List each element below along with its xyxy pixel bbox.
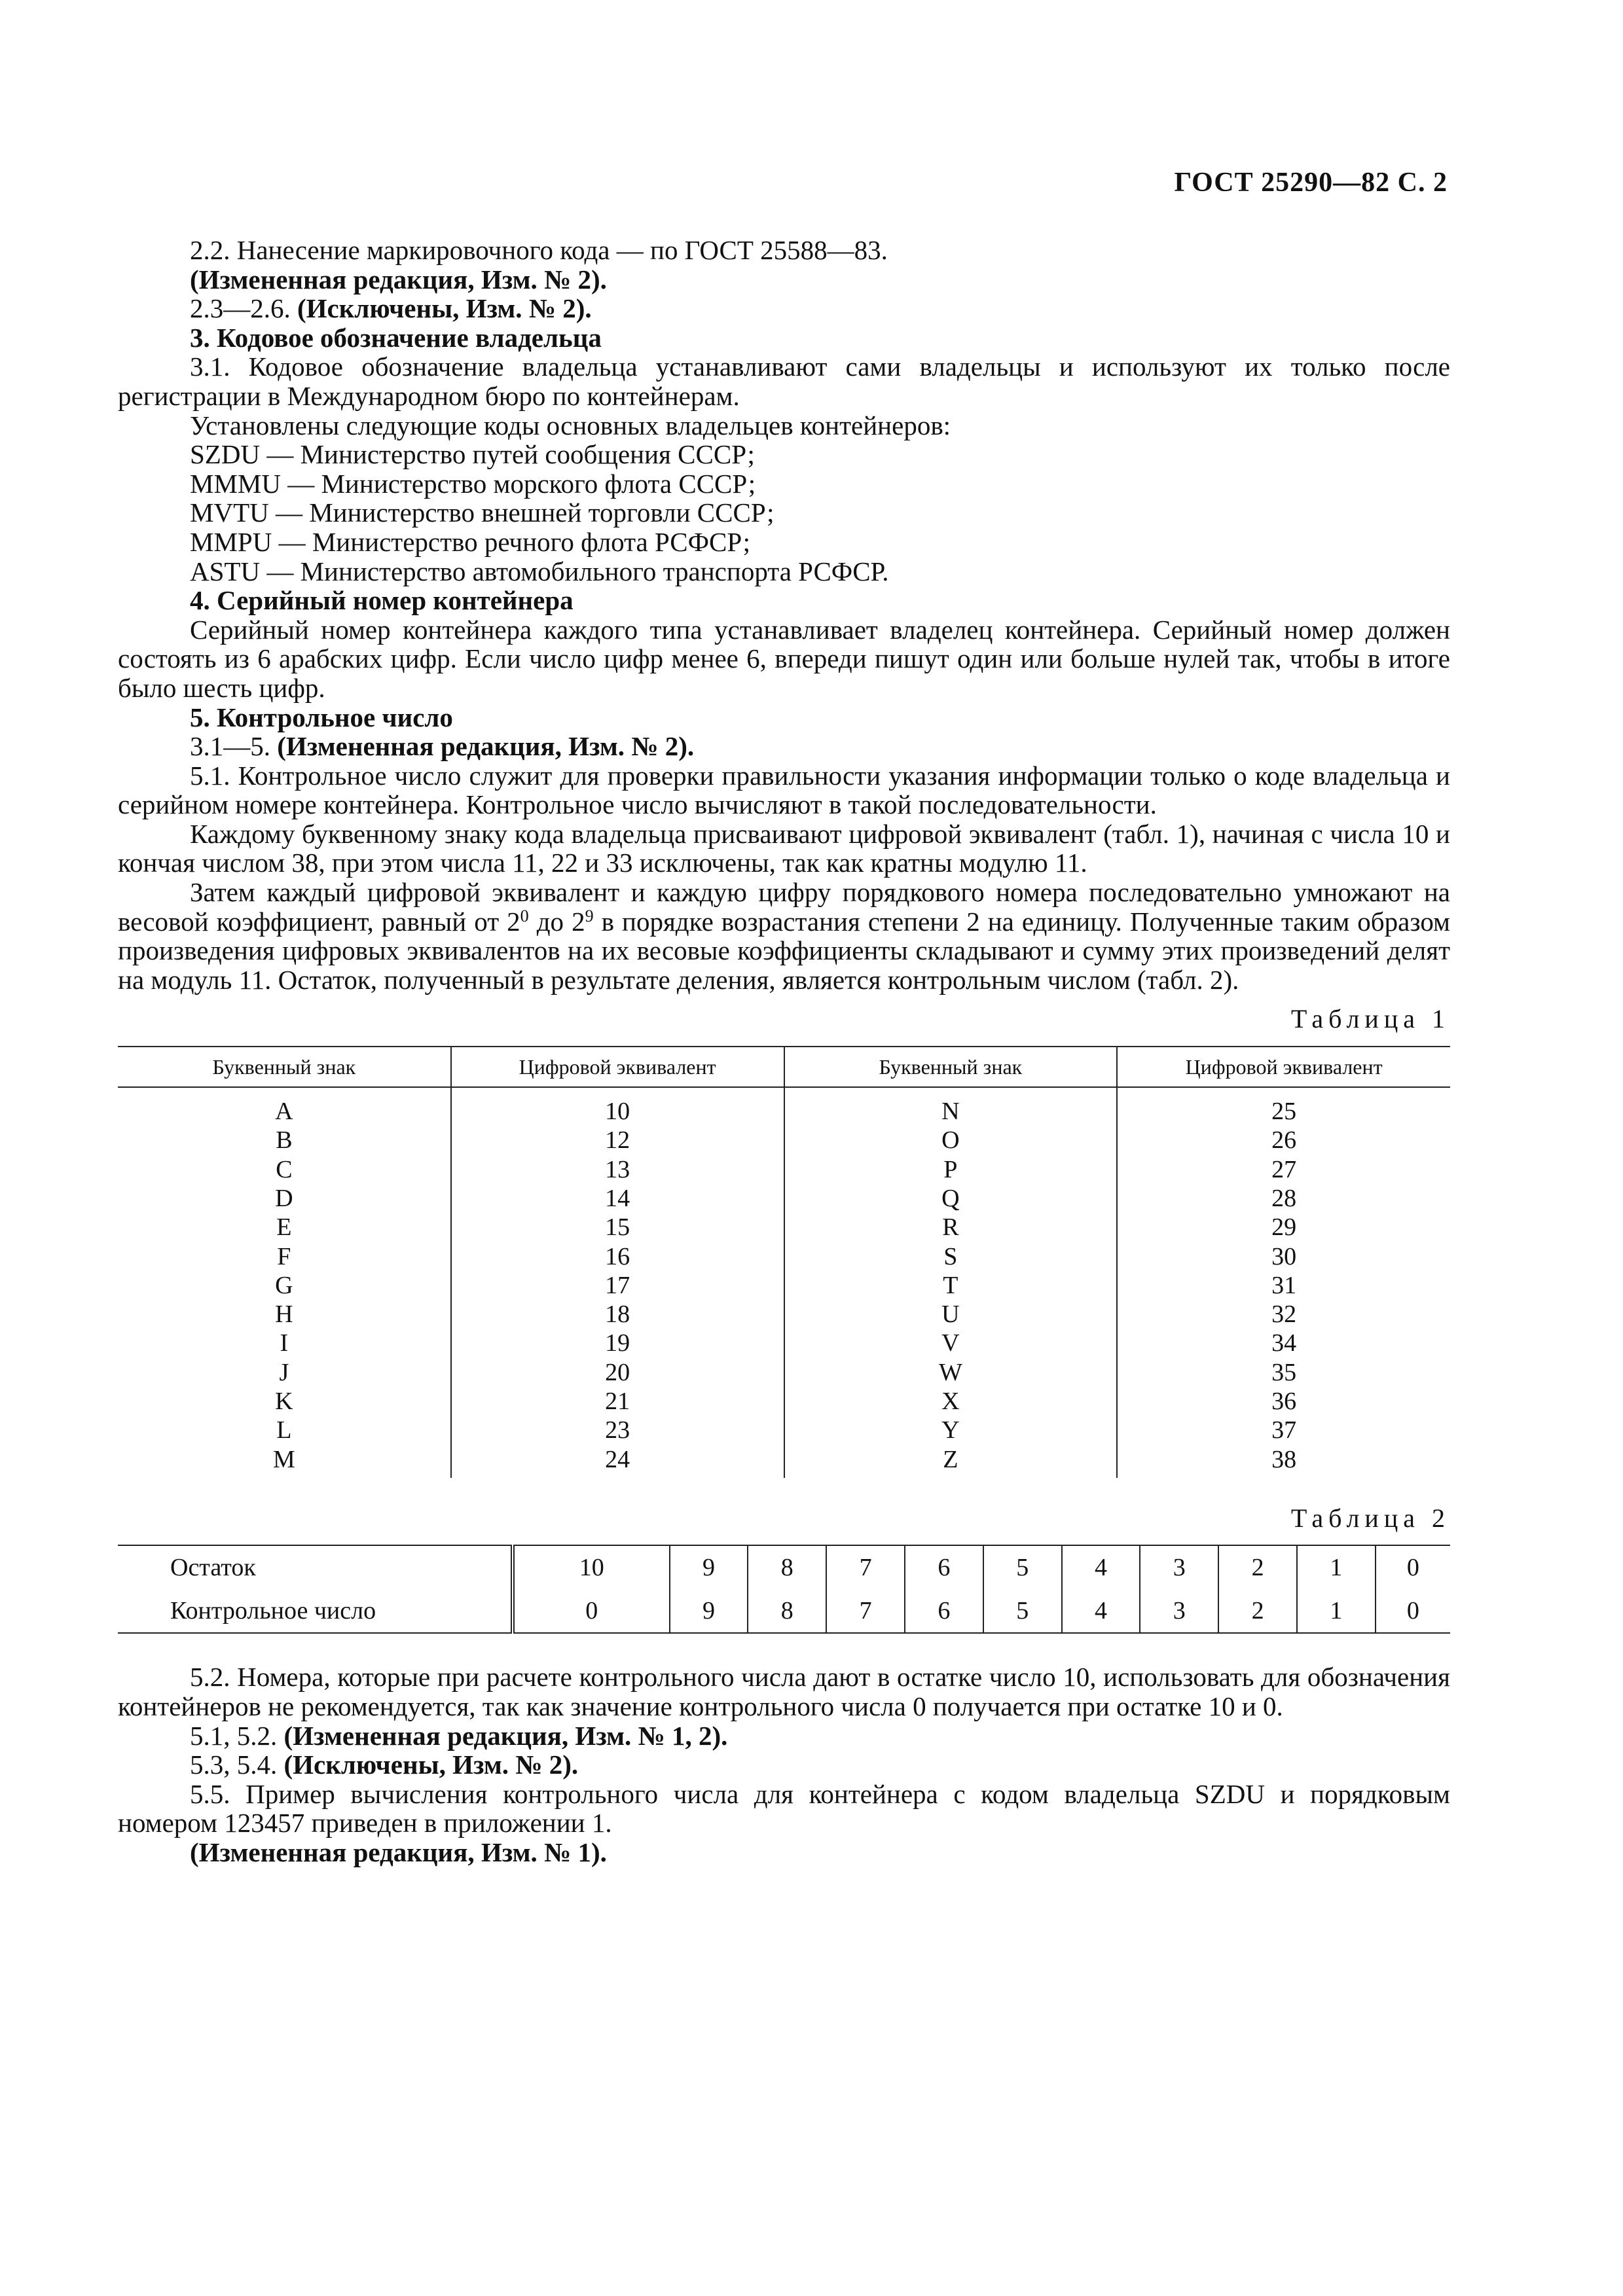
paragraph-5-2: 5.2. Номера, которые при расчете контрольного числа дают в остатке число 10, использовать для обозначения контейнеров не рекомендуется, так как значение контрольного числа 0 получается при остатке 10 и 0. <box>118 1662 1450 1722</box>
table-1 <box>118 1046 1450 1478</box>
table-cell: 0 <box>1376 1589 1450 1633</box>
table-cell: 10 <box>513 1545 670 1589</box>
clause-number: 3.1—5. <box>190 731 270 762</box>
paragraph-change-3-1-5 <box>118 732 1450 761</box>
paragraph-5-1: 5.1. Контрольное число служит для проверки правильности указания информации только о коде владельца и серийном номере контейнера. Контрольное число вычисляют в такой последовательности. <box>118 760 1450 820</box>
table-header: Цифровой эквивалент <box>451 1047 784 1087</box>
table-cell-letters: A B C D E F G H I J K L M <box>272 1098 295 1473</box>
table-cell: 0 <box>1376 1545 1450 1589</box>
table-row-label: Контрольное число <box>118 1589 513 1633</box>
owner-code-line: MMPU — Министерство речного флота РСФСР; <box>190 526 751 557</box>
section-heading-4: 4. Серийный номер контейнера <box>190 585 574 616</box>
text-fragment: Затем каждый цифровой эквивалент и каждую цифру порядкового номера последовательно умножают на весовой коэффициент, равный от 2 <box>118 877 1450 937</box>
table-cell: 3 <box>1140 1589 1218 1633</box>
change-note: (Измененная редакция, Изм. № 1, 2). <box>283 1720 728 1751</box>
table-cell-values: 25 26 27 28 29 30 31 32 34 35 36 37 38 <box>1117 1087 1450 1478</box>
change-note: (Исключены, Изм. № 2). <box>297 293 592 324</box>
table-cell-values: 10 12 13 14 15 16 17 18 19 20 21 23 24 <box>451 1087 784 1478</box>
owner-code-line: SZDU — Министерство путей сообщения СССР; <box>190 439 755 470</box>
table-cell: 3 <box>1140 1545 1218 1589</box>
table-cell: 1 <box>1297 1589 1376 1633</box>
table-1-label: Таблица 1 <box>1290 1004 1450 1034</box>
change-note: (Измененная редакция, Изм. № 2). <box>277 731 695 762</box>
change-note: (Исключены, Изм. № 2). <box>283 1749 579 1780</box>
table-row-label: Остаток <box>118 1545 513 1589</box>
paragraph-change-5-1-5-2 <box>118 1721 1450 1751</box>
clause-number: 2.3—2.6. <box>190 293 291 324</box>
table-header: Буквенный знак <box>118 1047 451 1087</box>
paragraph-letter-equivalents: Каждому буквенному знаку кода владельца присваивают цифровой эквивалент (табл. 1), начиная с числа 10 и кончая числом 38, при этом числа 11, 22 и 33 исключены, так как кратны модулю 11. <box>118 818 1450 878</box>
text-fragment: до 2 <box>528 906 585 937</box>
superscript: 0 <box>520 906 529 925</box>
paragraph-change-5-3-5-4 <box>118 1750 1450 1780</box>
table-cell: 8 <box>748 1545 826 1589</box>
table-cell: 1 <box>1297 1545 1376 1589</box>
page-header: ГОСТ 25290—82 С. 2 <box>1174 168 1448 198</box>
paragraph-3-1: 3.1. Кодовое обозначение владельца устанавливают сами владельцы и используют их только после регистрации в Международном бюро по контейнерам. <box>118 351 1450 411</box>
clause-number: 5.1, 5.2. <box>190 1720 278 1751</box>
owner-code-line: MMMU — Министерство морского флота СССР; <box>190 468 756 499</box>
text-fragment: в порядке возрастания степени 2 на единицу. Полученные таким образом произведения цифровых эквивалентов на их весовые коэффициенты складывают и сумму этих произведений делят на модуль 11. Остаток, полученный в результате деления, является контрольным числом (табл. 2). <box>118 906 1450 995</box>
table-cell: 8 <box>748 1589 826 1633</box>
paragraph-2-3 <box>118 294 1450 323</box>
section-heading-3: 3. Кодовое обозначение владельца <box>190 322 602 353</box>
table-cell: 4 <box>1062 1545 1140 1589</box>
clause-number: 5.3, 5.4. <box>190 1749 278 1780</box>
table-cell: 6 <box>905 1589 983 1633</box>
section-heading-5: 5. Контрольное число <box>190 702 453 732</box>
table-cell: 9 <box>670 1589 748 1633</box>
paragraph-5-5: 5.5. Пример вычисления контрольного числа для контейнера с кодом владельца SZDU и порядковым номером 123457 приведен в приложении 1. <box>118 1778 1450 1839</box>
paragraph-weights <box>118 878 1450 994</box>
table-cell: 0 <box>513 1589 670 1633</box>
table-cell: 2 <box>1218 1589 1297 1633</box>
paragraph-2-2: 2.2. Нанесение маркировочного кода — по ГОСТ 25588—83. <box>190 235 888 265</box>
superscript: 9 <box>585 906 594 925</box>
table-cell: 5 <box>983 1545 1062 1589</box>
table-cell: 9 <box>670 1545 748 1589</box>
paragraph-serial-number: Серийный номер контейнера каждого типа устанавливает владелец контейнера. Серийный номер должен состоять из 6 арабских цифр. Если число цифр менее 6, впереди пишут один или больше нулей так, чтобы в итоге было шесть цифр. <box>118 614 1450 703</box>
table-2 <box>118 1545 1450 1634</box>
owner-code-line: MVTU — Министерство внешней торговли СССР; <box>190 497 775 528</box>
table-2-label: Таблица 2 <box>1290 1503 1450 1533</box>
table-cell-letters: N O P Q R S T U V W X Y Z <box>784 1087 1118 1478</box>
change-note: (Измененная редакция, Изм. № 1). <box>190 1837 607 1868</box>
document-body <box>118 236 1450 1867</box>
table-cell: 5 <box>983 1589 1062 1633</box>
table-cell: 2 <box>1218 1545 1297 1589</box>
table-cell: 7 <box>826 1545 905 1589</box>
table-cell: 7 <box>826 1589 905 1633</box>
table-header: Буквенный знак <box>784 1047 1118 1087</box>
owner-code-line: ASTU — Министерство автомобильного транспорта РСФСР. <box>190 556 889 586</box>
change-note: (Измененная редакция, Изм. № 2). <box>190 264 607 295</box>
table-header: Цифровой эквивалент <box>1117 1047 1450 1087</box>
table-cell: 6 <box>905 1545 983 1589</box>
table-cell: 4 <box>1062 1589 1140 1633</box>
after-tables-section <box>118 1662 1450 1867</box>
paragraph-codes-intro: Установлены следующие коды основных владельцев контейнеров: <box>190 410 951 440</box>
